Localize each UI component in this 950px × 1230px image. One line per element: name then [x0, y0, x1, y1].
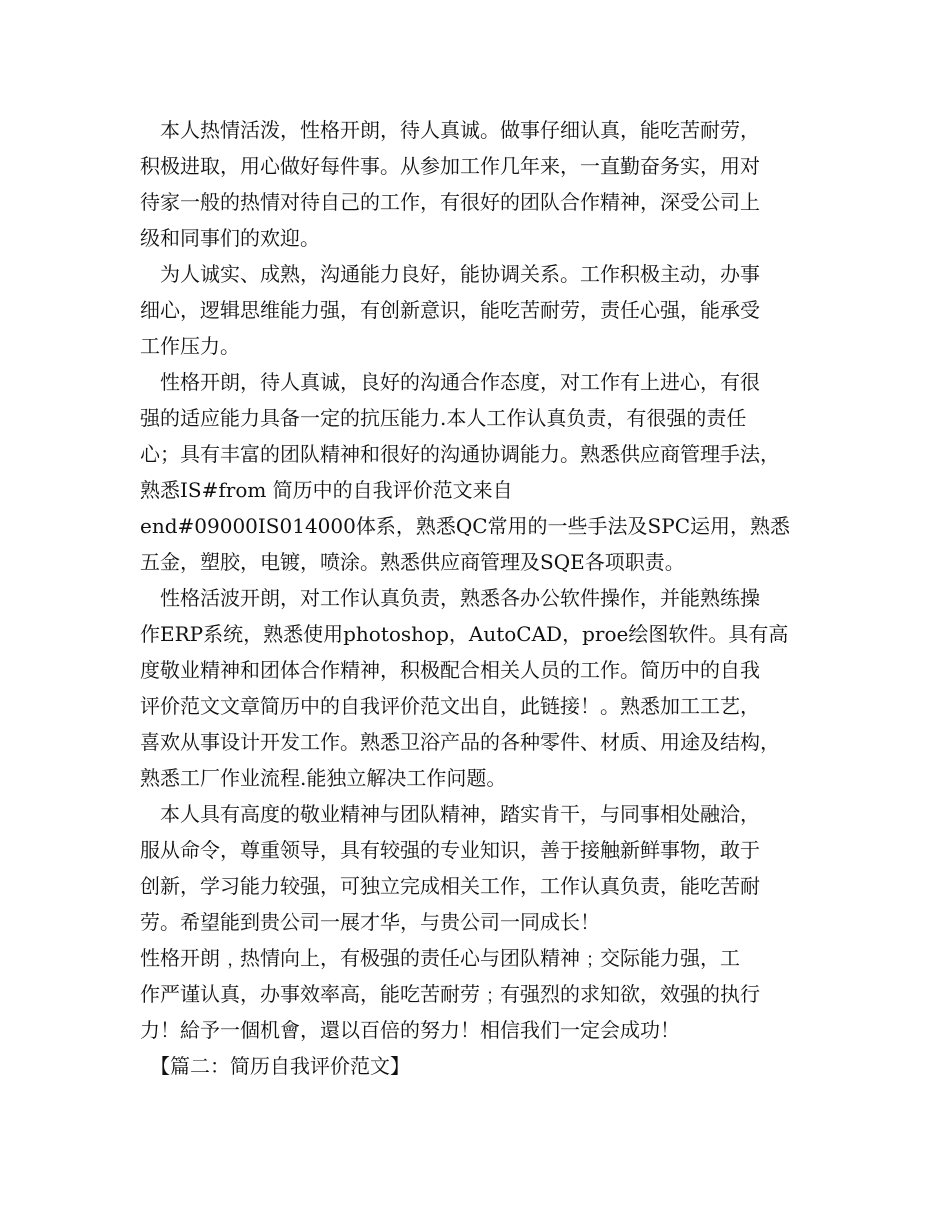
document-body	[140, 112, 820, 1084]
text-line: 性格开朗，待人真诚，良好的沟通合作态度，对工作有上进心，有很	[140, 370, 760, 394]
text-line: 强的适应能力具备一定的抗压能力.本人工作认真负责，有很强的责任	[140, 406, 747, 430]
section-heading: 【篇二：简历自我评价范文】	[140, 1054, 410, 1078]
text-line: 作严谨认真，办事效率高，能吃苦耐劳﹔有强烈的求知欲，效强的执行	[140, 982, 760, 1006]
text-line: 服从命令，尊重领导，具有较强的专业知识，善于接触新鲜事物，敢于	[140, 838, 760, 862]
text-line: 性格活波开朗，对工作认真负责，熟悉各办公软件操作，并能熟练操	[140, 586, 760, 610]
text-line: 待家一般的热情对待自己的工作，有很好的团队合作精神，深受公司上	[140, 190, 760, 214]
text-line: 力！給予一個机會，還以百倍的努力！相信我们一定会成功！	[140, 1018, 680, 1042]
text-line: 细心，逻辑思维能力强，有创新意识，能吃苦耐劳，责任心强，能承受	[140, 298, 760, 322]
text-line: 度敬业精神和团体合作精神，积极配合相关人员的工作。简历中的自我	[140, 658, 760, 682]
text-line: 劳。希望能到贵公司一展才华，与贵公司一同成长！	[140, 910, 600, 934]
text-line: 心；具有丰富的团队精神和很好的沟通协调能力。熟悉供应商管理手法，	[140, 442, 780, 466]
text-line: 喜欢从事设计开发工作。熟悉卫浴产品的各种零件、材质、用途及结构，	[140, 730, 780, 754]
text-line: 熟悉工厂作业流程.能独立解决工作问题。	[140, 766, 507, 790]
text-line: 级和同事们的欢迎。	[140, 226, 320, 250]
text-line: 性格开朗﹐热情向上，有极强的责任心与团队精神﹔交际能力强，工	[140, 946, 740, 970]
text-line: 熟悉IS#from 简历中的自我评价范文来自	[140, 478, 513, 502]
text-line: 作ERP系统，熟悉使用photoshop，AutoCAD，proe绘图软件。具有高	[140, 622, 789, 646]
text-line: 五金，塑胶，电镀，喷涂。熟悉供应商管理及SQE各项职责。	[140, 550, 685, 574]
text-line: 本人热情活泼，性格开朗，待人真诚。做事仔细认真，能吃苦耐劳，	[140, 118, 760, 142]
text-line: 创新，学习能力较强，可独立完成相关工作，工作认真负责，能吃苦耐	[140, 874, 760, 898]
text-line: 工作压力。	[140, 334, 240, 358]
text-line: 为人诚实、成熟，沟通能力良好，能协调关系。工作积极主动，办事	[140, 262, 760, 286]
text-line: 本人具有高度的敬业精神与团队精神，踏实肯干，与同事相处融洽，	[140, 802, 760, 826]
text-line: end#09000IS014000体系，熟悉QC常用的一些手法及SPC运用，熟悉	[140, 514, 791, 538]
text-line: 积极进取，用心做好每件事。从参加工作几年来，一直勤奋务实，用对	[140, 154, 760, 178]
text-line: 评价范文文章简历中的自我评价范文出自，此链接！。熟悉加工工艺，	[140, 694, 760, 718]
